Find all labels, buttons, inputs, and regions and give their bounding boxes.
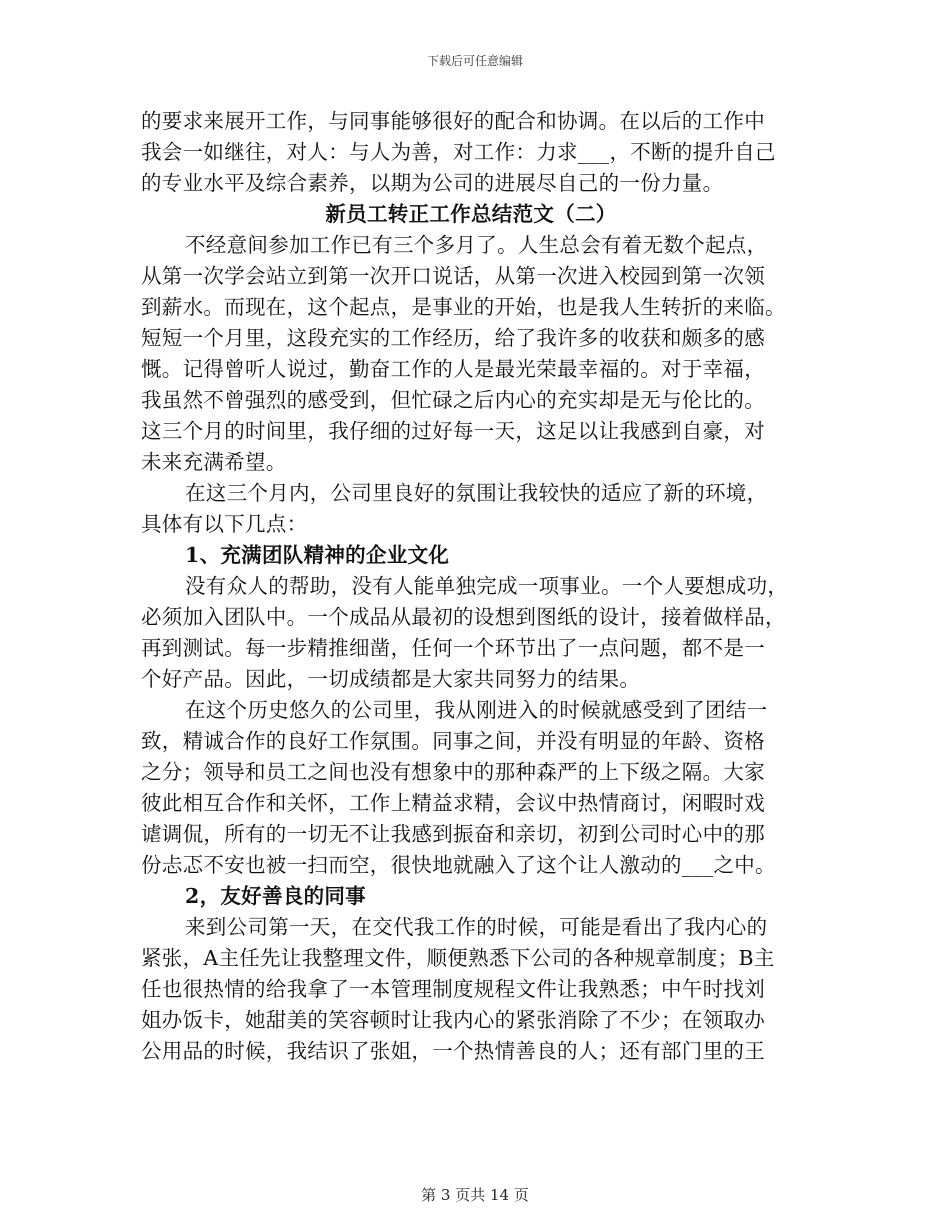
text-line: 姐办饭卡，她甜美的笑容顿时让我内心的紧张消除了不少；在领取办 <box>141 1008 765 1032</box>
text-line: 不经意间参加工作已有三个多月了。人生总会有着无数个起点， <box>185 233 768 257</box>
subheading: 1、充满团队精神的企业文化 <box>185 543 450 567</box>
text-line: 我会一如继往，对人：与人为善，对工作：力求___，不断的提升自己 <box>141 140 776 164</box>
text-line: 个好产品。因此，一切成绩都是大家共同努力的结果。 <box>141 667 641 691</box>
text-line: 必须加入团队中。一个成品从最初的设想到图纸的设计，接着做样品， <box>141 605 786 629</box>
subheading: 2，友好善良的同事 <box>185 884 366 908</box>
text-line: 从第一次学会站立到第一次开口说话，从第一次进入校园到第一次领 <box>141 264 765 288</box>
section-title: 新员工转正工作总结范文（二） <box>325 202 617 226</box>
text-line: 公用品的时候，我结识了张姐，一个热情善良的人；还有部门里的王 <box>141 1039 765 1063</box>
page-header: 下载后可任意编辑 <box>426 54 523 68</box>
document-body <box>141 106 801 1067</box>
text-line: 未来充满希望。 <box>141 450 287 474</box>
text-line: 这三个月的时间里，我仔细的过好每一天，这足以让我感到自豪，对 <box>141 419 765 443</box>
text-line: 份忐忑不安也被一扫而空，很快地就融入了这个让人激动的___之中。 <box>141 853 776 877</box>
text-line: 彼此相互合作和关怀，工作上精益求精，会议中热情商讨，闲暇时戏 <box>141 791 765 815</box>
text-line: 我虽然不曾强烈的感受到，但忙碌之后内心的充实却是无与伦比的。 <box>141 388 765 412</box>
text-line: 谑调侃，所有的一切无不让我感到振奋和亲切，初到公司时心中的那 <box>141 822 765 846</box>
text-line: 的要求来展开工作，与同事能够很好的配合和协调。在以后的工作中 <box>141 109 765 133</box>
text-line: 致，精诚合作的良好工作氛围。同事之间，并没有明显的年龄、资格 <box>141 729 765 753</box>
text-line: 慨。记得曾听人说过，勤奋工作的人是最光荣最幸福的。对于幸福， <box>141 357 765 381</box>
text-line: 再到测试。每一步精推细凿，任何一个环节出了一点问题，都不是一 <box>141 636 765 660</box>
text-line: 具体有以下几点： <box>141 512 308 536</box>
text-line: 没有众人的帮助，没有人能单独完成一项事业。一个人要想成功， <box>185 574 789 598</box>
page-footer: 第 3 页共 14 页 <box>421 1186 529 1204</box>
text-line: 紧张，A主任先让我整理文件，顺便熟悉下公司的各种规章制度；B主 <box>141 946 775 970</box>
text-line: 的专业水平及综合素养，以期为公司的进展尽自己的一份力量。 <box>141 171 724 195</box>
text-line: 到薪水。而现在，这个起点，是事业的开始，也是我人生转折的来临。 <box>141 295 786 319</box>
text-line: 在这三个月内，公司里良好的氛围让我较快的适应了新的环境， <box>185 481 768 505</box>
text-line: 任也很热情的给我拿了一本管理制度规程文件让我熟悉；中午时找刘 <box>141 977 765 1001</box>
text-line: 来到公司第一天，在交代我工作的时候，可能是看出了我内心的 <box>185 915 768 939</box>
text-line: 在这个历史悠久的公司里，我从刚进入的时候就感受到了团结一 <box>185 698 768 722</box>
text-line: 短短一个月里，这段充实的工作经历，给了我许多的收获和颇多的感 <box>141 326 765 350</box>
text-line: 之分；领导和员工之间也没有想象中的那种森严的上下级之隔。大家 <box>141 760 765 784</box>
